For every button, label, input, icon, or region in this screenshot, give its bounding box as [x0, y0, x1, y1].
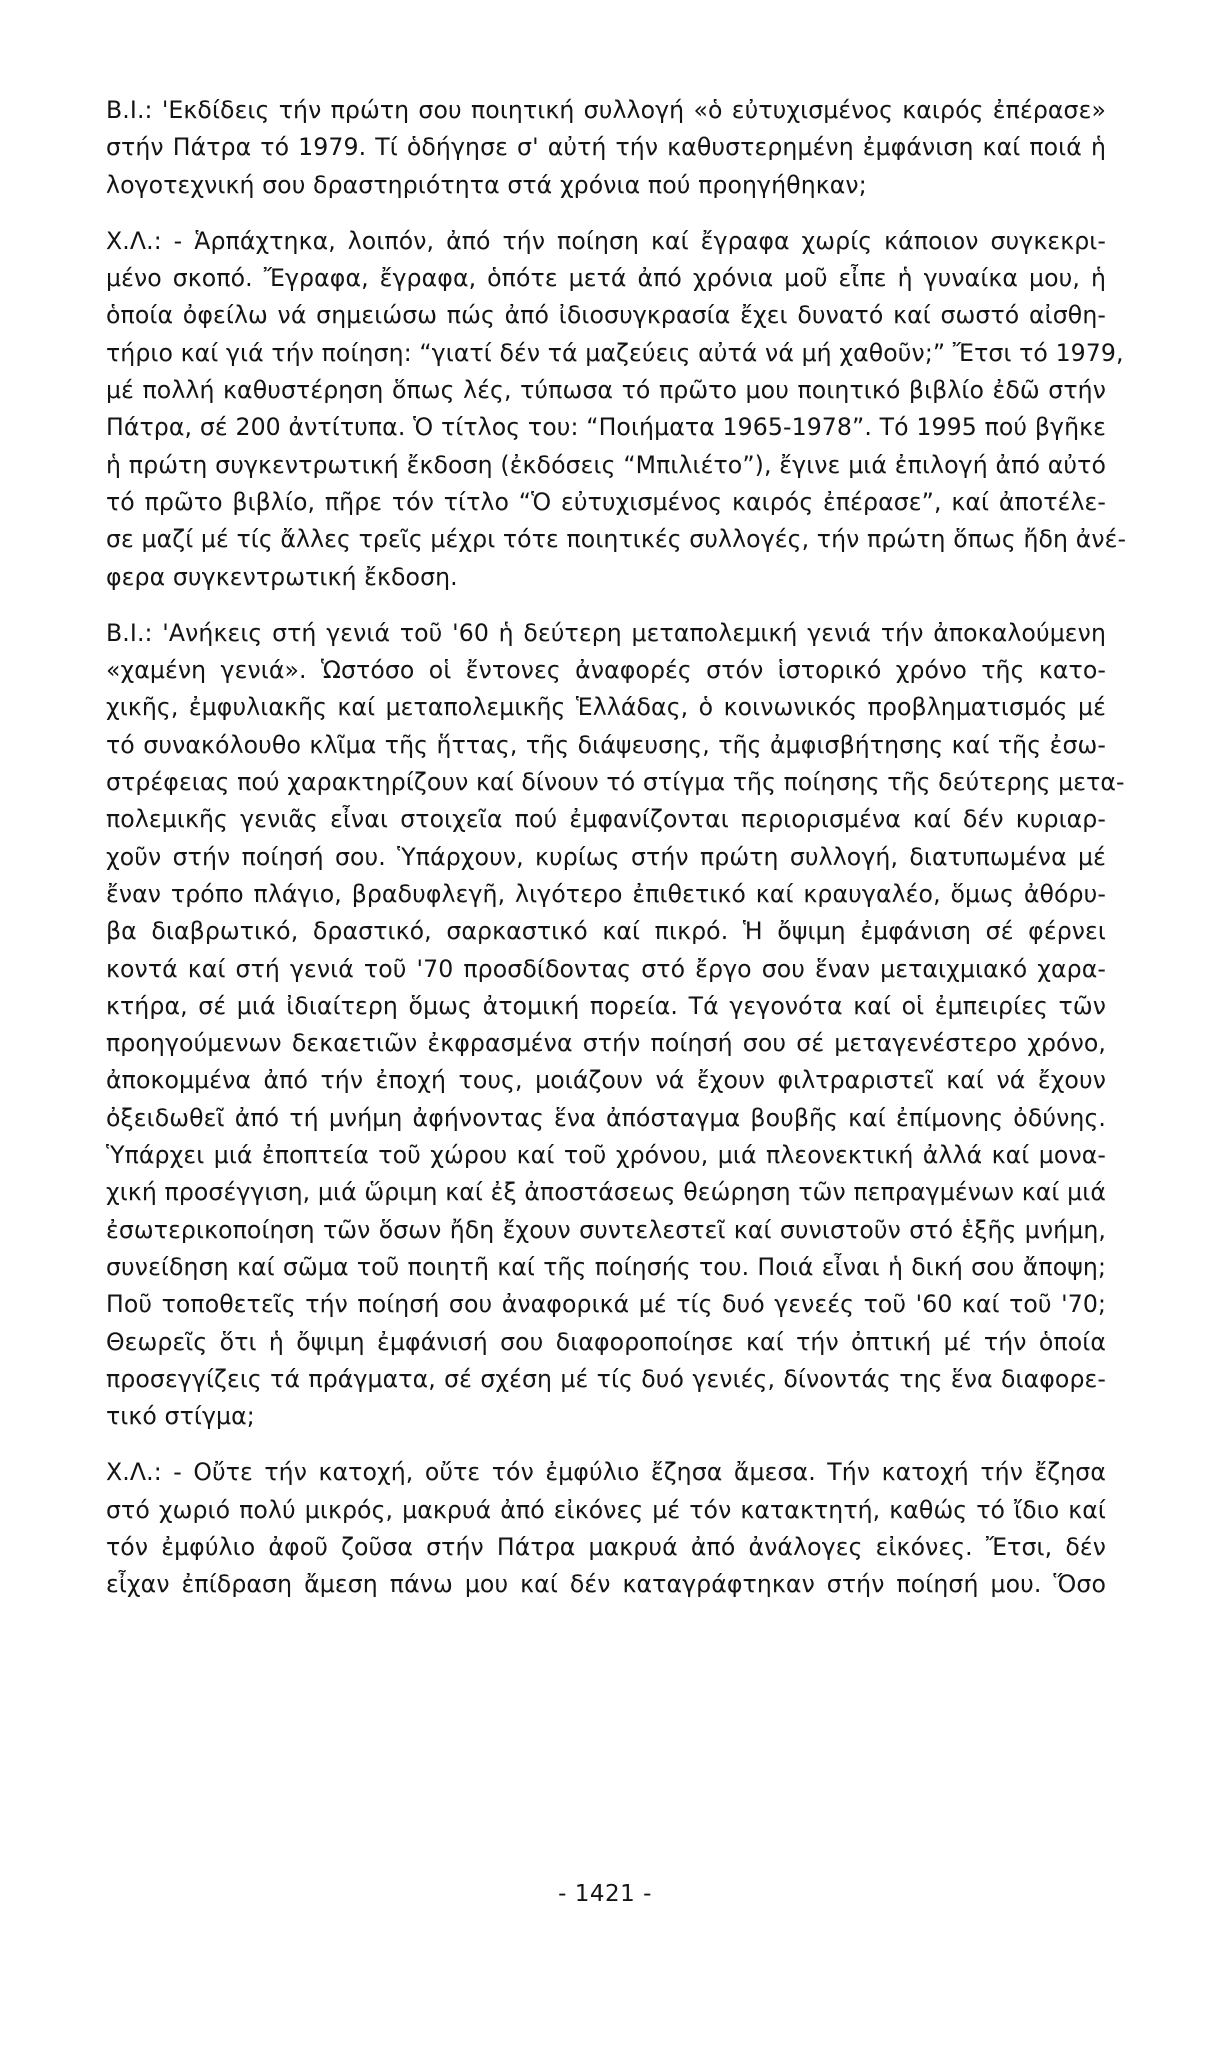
text-line: «χαμένη γενιά». Ὡστόσο οἱ ἔντονες ἀναφορές στόν ἱστορικό χρόνο τῆς κατο- [106, 656, 1106, 685]
text-line: Ὑπάρχει μιά ἐποπτεία τοῦ χώρου καί τοῦ χρόνου, μιά πλεονεκτική ἀλλά καί μονα- [106, 1141, 1106, 1170]
text-line: σε μαζί μέ τίς ἄλλες τρεῖς μέχρι τότε ποιητικές συλλογές, τήν πρώτη ὅπως ἤδη ἀνέ- [106, 525, 1127, 554]
text-line: μέ πολλή καθυστέρηση ὅπως λές, τύπωσα τό πρῶτο μου ποιητικό βιβλίο ἐδῶ στήν [106, 376, 1106, 405]
paragraph-question-2 [106, 615, 1125, 1436]
text-line: ὁποία ὀφείλω νά σημειώσω πώς ἀπό ἰδιοσυγκρασία ἔχει δυνατό καί σωστό αἰσθη- [106, 301, 1106, 330]
text-line: εἶχαν ἐπίδραση ἄμεση πάνω μου καί δέν καταγράφτηκαν στήν ποίησή μου. Ὅσο [106, 1570, 1106, 1599]
text-line: τό πρῶτο βιβλίο, πῆρε τόν τίτλο “Ὁ εὐτυχισμένος καιρός ἐπέρασε”, καί ἀποτέλε- [106, 487, 1106, 516]
text-line: Πάτρα, σέ 200 ἀντίτυπα. Ὁ τίτλος του: “Ποιήματα 1965-1978”. Τό 1995 πού βγῆκε [106, 413, 1106, 442]
text-line: Β.Ι.: 'Εκδίδεις τήν πρώτη σου ποιητική συλλογή «ὁ εὐτυχισμένος καιρός ἐπέρασε» [106, 96, 1106, 124]
text-line: κοντά καί στή γενιά τοῦ '70 προσδίδοντας στό ἔργο σου ἕναν μεταιχμιακό χαρα- [106, 954, 1106, 983]
text-line: προσεγγίζεις τά πράγματα, σέ σχέση μέ τίς δυό γενιές, δίνοντάς της ἕνα διαφορε- [106, 1364, 1106, 1393]
text-line: χική προσέγγιση, μιά ὥριμη καί ἐξ ἀποστάσεως θεώρηση τῶν πεπραγμένων καί μιά [106, 1178, 1106, 1207]
text-line: Θεωρεῖς ὅτι ἡ ὄψιμη ἐμφάνισή σου διαφοροποίησε καί τήν ὀπτική μέ τήν ὁποία [106, 1327, 1106, 1356]
text-line: λογοτεχνική σου δραστηριότητα στά χρόνια πού προηγήθηκαν; [106, 170, 867, 199]
text-line: φερα συγκεντρωτική ἔκδοση. [106, 562, 458, 591]
text-line: στό χωριό πολύ μικρός, μακρυά ἀπό εἰκόνες μέ τόν κατακτητή, καθώς τό ἴδιο καί [106, 1495, 1106, 1524]
text-line: Χ.Λ.: - Οὔτε τήν κατοχή, οὔτε τόν ἐμφύλιο ἔζησα ἄμεσα. Τήν κατοχή τήν ἔζησα [106, 1458, 1106, 1487]
paragraph-answer-1 [106, 223, 1127, 596]
text-line: τό συνακόλουθο κλῖμα τῆς ἥττας, τῆς διάψευσης, τῆς ἀμφισβήτησης καί τῆς ἐσω- [106, 730, 1106, 759]
text-line: ὀξειδωθεῖ ἀπό τή μνήμη ἀφήνοντας ἕνα ἀπόσταγμα βουβῆς καί ἐπίμονης ὀδύνης. [106, 1103, 1106, 1132]
speaker-label: Β.Ι.: [106, 618, 153, 647]
text-line: ἡ πρώτη συγκεντρωτική ἔκδοση (ἐκδόσεις “Μπιλιέτο”), ἔγινε μιά ἐπιλογή ἀπό αὐτό [106, 450, 1106, 479]
text-line: συνείδηση καί σῶμα τοῦ ποιητῆ καί τῆς ποίησής του. Ποιά εἶναι ἡ δική σου ἄποψη; [106, 1252, 1106, 1281]
text-line: Χ.Λ.: - Ἁρπάχτηκα, λοιπόν, ἀπό τήν ποίηση καί ἔγραφα χωρίς κάποιον συγκεκρι- [106, 226, 1106, 255]
paragraph-answer-2 [106, 1454, 1106, 1603]
text-line: τήριο καί γιά τήν ποίηση: “γιατί δέν τά μαζεύεις αὐτά νά μή χαθοῦν;” Ἔτσι τό 1979, [106, 338, 1124, 367]
text-line: στρέφειας πού χαρακτηρίζουν καί δίνουν τό στίγμα τῆς ποίησης τῆς δεύτερης μετα- [106, 768, 1125, 797]
text-line: βα διαβρωτικό, δραστικό, σαρκαστικό καί πικρό. Ἡ ὄψιμη ἐμφάνιση σέ φέρνει [106, 917, 1106, 946]
text-line: πολεμικῆς γενιᾶς εἶναι στοιχεῖα πού ἐμφανίζονται περιορισμένα καί δέν κυριαρ- [106, 805, 1106, 834]
text-line: ἐσωτερικοποίηση τῶν ὅσων ἤδη ἔχουν συντελεστεῖ καί συνιστοῦν στό ἑξῆς μνήμη, [106, 1215, 1106, 1244]
text-line: προηγούμενων δεκαετιῶν ἐκφρασμένα στήν ποίησή σου σέ μεταγενέστερο χρόνο, [106, 1029, 1106, 1058]
text-line: τικό στίγμα; [106, 1402, 255, 1431]
text-line: ἀποκομμένα ἀπό τήν ἐποχή τους, μοιάζουν νά ἔχουν φιλτραριστεῖ καί νά ἔχουν [106, 1066, 1106, 1095]
page-number: - 1421 - [558, 1881, 652, 1907]
text-line: χοῦν στήν ποίησή σου. Ὑπάρχουν, κυρίως στήν πρώτη συλλογή, διατυπωμένα μέ [106, 842, 1106, 871]
text-line: τόν ἐμφύλιο ἀφοῦ ζοῦσα στήν Πάτρα μακρυά ἀπό ἀνάλογες εἰκόνες. Ἔτσι, δέν [106, 1532, 1106, 1561]
paragraph-question-1 [106, 92, 1106, 204]
text-line: κτήρα, σέ μιά ἰδιαίτερη ὅμως ἀτομική πορεία. Τά γεγονότα καί οἱ ἐμπειρίες τῶν [106, 991, 1106, 1020]
speaker-label: Χ.Λ.: [106, 1458, 162, 1487]
text-line: Β.Ι.: 'Ανήκεις στή γενιά τοῦ '60 ἡ δεύτερη μεταπολεμική γενιά τήν ἀποκαλούμενη [106, 618, 1106, 647]
text-line: Ποῦ τοποθετεῖς τήν ποίησή σου ἀναφορικά μέ τίς δυό γενεές τοῦ '60 καί τοῦ '70; [106, 1290, 1106, 1319]
speaker-label: Χ.Λ.: [106, 226, 162, 255]
speaker-label: Β.Ι.: [106, 96, 153, 124]
text-line: στήν Πάτρα τό 1979. Τί ὁδήγησε σ' αὐτή τήν καθυστερημένη ἐμφάνιση καί ποιά ἡ [106, 133, 1106, 162]
document-page [106, 92, 1127, 1623]
text-line: μένο σκοπό. Ἔγραφα, ἔγραφα, ὁπότε μετά ἀπό χρόνια μοῦ εἶπε ἡ γυναίκα μου, ἡ [106, 264, 1106, 293]
text-line: χικῆς, ἐμφυλιακῆς καί μεταπολεμικῆς Ἑλλάδας, ὁ κοινωνικός προβληματισμός μέ [106, 693, 1106, 722]
text-line: ἔναν τρόπο πλάγιο, βραδυφλεγῆ, λιγότερο ἐπιθετικό καί κραυγαλέο, ὅμως ἀθόρυ- [106, 879, 1106, 908]
